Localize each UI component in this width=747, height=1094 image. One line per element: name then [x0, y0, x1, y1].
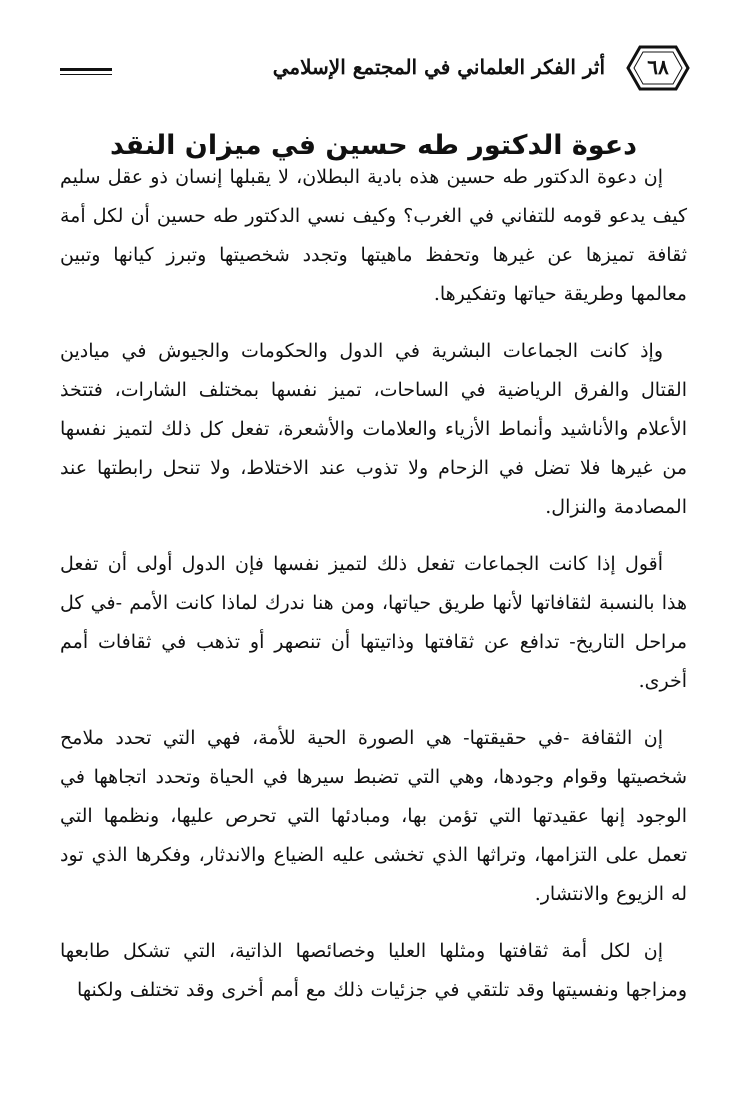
page-number-badge: [626, 44, 690, 92]
section-title: دعوة الدكتور طه حسين في ميزان النقد: [109, 130, 638, 162]
paragraph: إن دعوة الدكتور طه حسين هذه بادية البطلان، لا يقبلها إنسان ذو عقل سليم كيف يدعو قومه للتفاني في الغرب؟ وكيف نسي الدكتور طه حسين أن لكل أمة ثقافة تميزها عن غيرها وتحفظ ماهيتها وتجدد شخصيتها وتبرز كيانها وتبين معالمها وطريقة حياتها وتفكيرها.: [60, 166, 687, 305]
book-page: [60, 0, 687, 1094]
header-rule: [60, 68, 112, 75]
running-header: [60, 44, 687, 94]
page-number: ٦٨: [647, 55, 669, 79]
running-title: أثر الفكر العلماني في المجتمع الإسلامي: [272, 55, 605, 79]
paragraph: إن لكل أمة ثقافتها ومثلها العليا وخصائصها الذاتية، التي تشكل طابعها ومزاجها ونفسيتها وقد تلتقي في جزئيات ذلك مع أمم أخرى وقد تختلف ولكنها: [60, 940, 687, 1001]
paragraph: وإذ كانت الجماعات البشرية في الدول والحكومات والجيوش في ميادين القتال والفرق الرياضية في الساحات، تميز نفسها بمختلف الشارات، فتتخذ الأعلام والأناشيد وأنماط الأزياء والعلامات والأشعرة، تفعل كل ذلك لتميز نفسها من غيرها فلا تضل في الزحام ولا تذوب عند الاختلاط، ولا تنحل رابطتها عند المصادمة والنزال.: [60, 340, 687, 518]
body-text: [60, 158, 687, 1028]
paragraph: أقول إذا كانت الجماعات تفعل ذلك لتميز نفسها فإن الدول أولى أن تفعل هذا بالنسبة لثقافاتها لأنها طريق حياتها، ومن هنا ندرك لماذا كانت الأمم -في كل مراحل التاريخ- تدافع عن ثقافتها وذاتيتها أن تنصهر أو تذهب في ثقافات أمم أخرى.: [60, 553, 687, 692]
paragraph: إن الثقافة -في حقيقتها- هي الصورة الحية للأمة، فهي التي تحدد ملامح شخصيتها وقوام وجودها، وهي التي تضبط سيرها في الحياة وتحدد اتجاهها في الوجود إنها عقيدتها التي تؤمن بها، ومبادئها التي تحرص عليها، ونظمها التي تعمل على التزامها، وتراثها الذي تخشى عليه الضياع والاندثار، وفكرها الذي تود له الزيوع والانتشار.: [60, 727, 687, 905]
